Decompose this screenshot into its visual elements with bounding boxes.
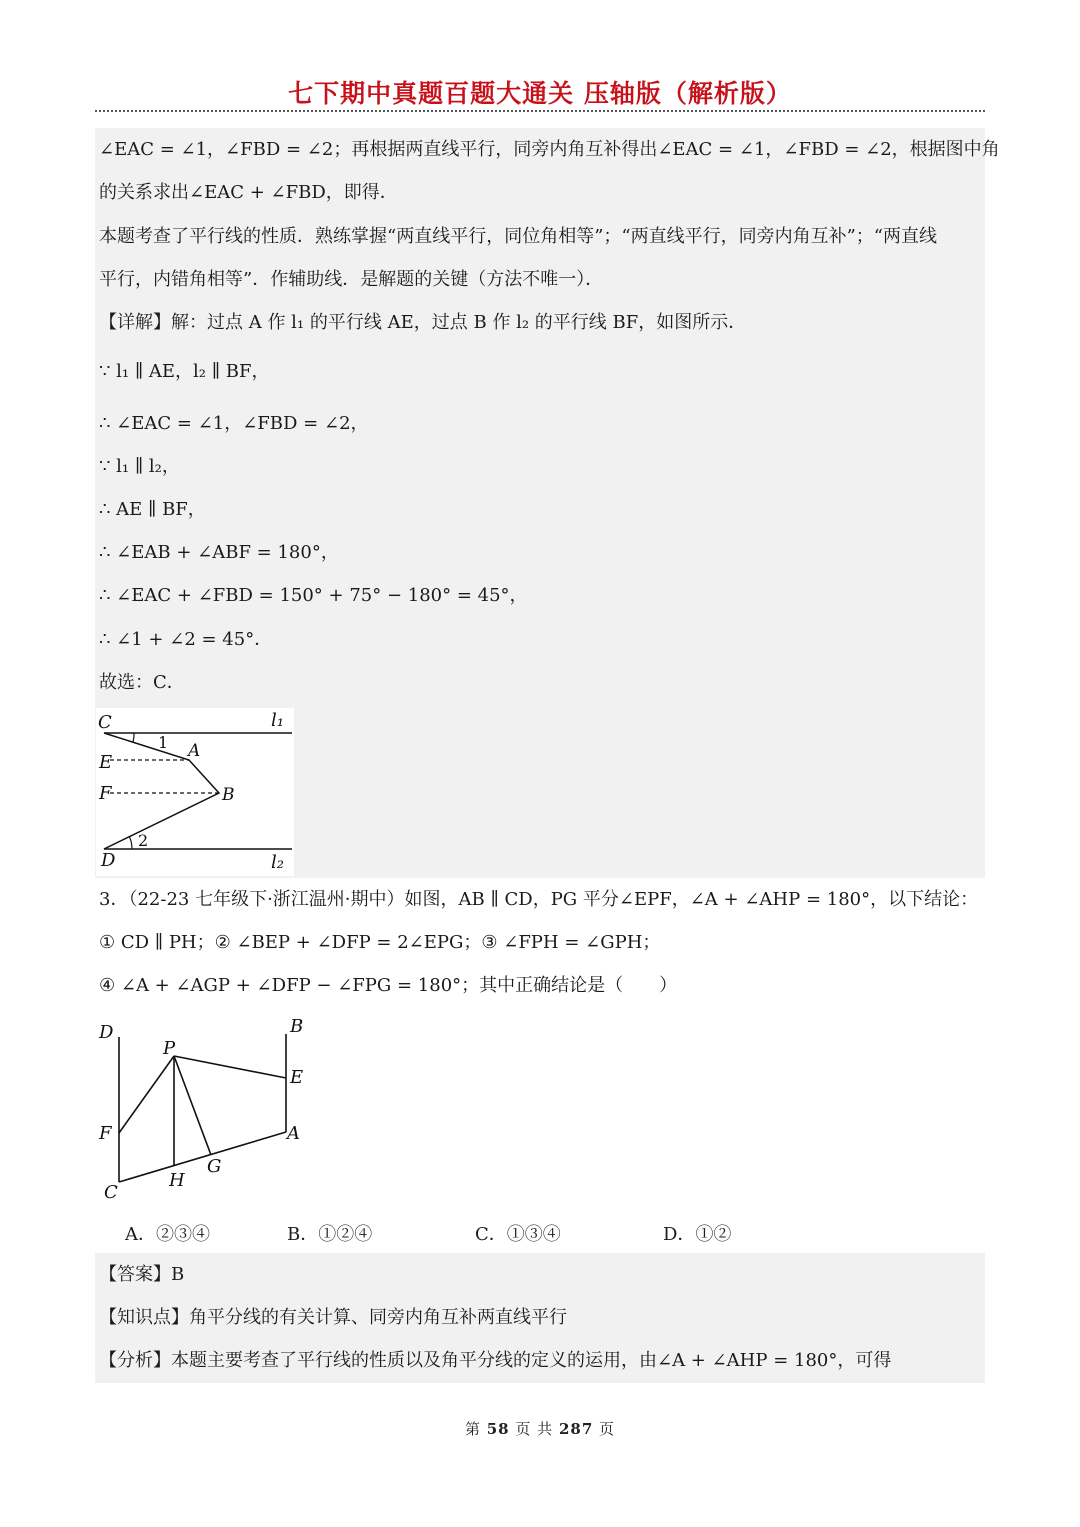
label-G: G (207, 1156, 222, 1177)
label-D: D (99, 1022, 114, 1043)
angle-2-arc (129, 836, 132, 849)
label-l1: l₁ (271, 710, 284, 731)
option-a[interactable] (125, 1220, 210, 1246)
question-stem: 3．（22-23 七年级下·浙江温州·期中）如图，AB ∥ CD，PG 平分∠EPF，∠A + ∠AHP = 180°，以下结论： (99, 889, 979, 910)
label-B: B (222, 785, 235, 805)
knowledge-point-line: 【知识点】角平分线的有关计算、同旁内角互补两直线平行 (99, 1307, 567, 1328)
solution-line: 本题考查了平行线的性质．熟练掌握“两直线平行，同位角相等”；“两直线平行，同旁内角互补”；“两直线 (99, 226, 938, 247)
solution-line: ∴ ∠EAC + ∠FBD = 150° + 75° − 180° = 45°， (99, 585, 528, 606)
solution-line: 平行，内错角相等”．作辅助线．是解题的关键（方法不唯一）． (99, 269, 604, 290)
label-E: E (290, 1067, 304, 1088)
header-divider (95, 110, 985, 112)
solution-line: ∴ AE ∥ BF， (99, 499, 206, 520)
line-PF (119, 1056, 174, 1133)
footer-prefix: 第 (464, 1420, 481, 1438)
solution-line: 【详解】解：过点 A 作 l₁ 的平行线 AE，过点 B 作 l₂ 的平行线 BF，如图所示． (99, 312, 747, 333)
label-angle-1: 1 (158, 733, 169, 752)
label-F: F (99, 783, 112, 804)
footer-middle: 页 共 (515, 1420, 554, 1438)
option-c[interactable] (475, 1220, 561, 1246)
option-b[interactable] (287, 1220, 372, 1246)
label-B: B (290, 1016, 304, 1037)
label-F: F (99, 1123, 112, 1144)
label-A: A (287, 1123, 300, 1144)
solution-line: 故选：C． (99, 672, 185, 693)
solution-line: ∵ l₁ ∥ l₂， (99, 456, 180, 477)
option-letter: D． (663, 1224, 696, 1245)
page-footer (0, 1418, 1080, 1439)
footer-suffix: 页 (599, 1420, 616, 1438)
label-C: C (98, 712, 112, 733)
option-text: ①②④ (318, 1224, 373, 1245)
label-D: D (101, 850, 116, 871)
option-text: ①③④ (506, 1224, 561, 1245)
label-E: E (99, 752, 113, 773)
figure-question-3 (95, 1012, 320, 1207)
angle-1-arc (133, 733, 134, 742)
solution-line: ∴ ∠EAC = ∠1，∠FBD = ∠2， (99, 413, 369, 434)
option-letter: B． (287, 1224, 319, 1245)
solution-line: ∵ l₁ ∥ AE，l₂ ∥ BF， (99, 361, 270, 382)
page-title: 七下期中真题百题大通关 压轴版（解析版） (288, 79, 792, 108)
solution-line: 的关系求出∠EAC + ∠FBD，即得． (99, 182, 398, 203)
question-conclusions: ① CD ∥ PH；② ∠BEP + ∠DFP = 2∠EPG；③ ∠FPH = ∠GPH； (99, 932, 661, 953)
solution-line: ∴ ∠EAB + ∠ABF = 180°， (99, 542, 339, 563)
label-A: A (188, 741, 201, 761)
label-H: H (169, 1170, 185, 1191)
option-letter: A． (125, 1224, 156, 1245)
line-PG (174, 1056, 211, 1155)
line-CA (119, 1132, 286, 1182)
option-text: ①② (695, 1224, 732, 1245)
answer-line: 【答案】B (99, 1264, 185, 1285)
question-conclusions: ④ ∠A + ∠AGP + ∠DFP − ∠FPG = 180°；其中正确结论是（ ） (99, 975, 678, 996)
option-letter: C． (475, 1224, 507, 1245)
solution-line: ∠EAC = ∠1，∠FBD = ∠2；再根据两直线平行，同旁内角互补得出∠EAC = ∠1，∠FBD = ∠2，根据图中角 (99, 139, 1000, 160)
label-C: C (104, 1182, 118, 1203)
line-PE (174, 1056, 286, 1078)
figure-question-3-svg (95, 1012, 320, 1207)
analysis-line: 【分析】本题主要考查了平行线的性质以及角平分线的定义的运用，由∠A + ∠AHP = 180°，可得 (99, 1350, 892, 1371)
label-l2: l₂ (271, 852, 284, 873)
solution-line: ∴ ∠1 + ∠2 = 45°． (99, 629, 273, 650)
figure-parallel-lines-svg (96, 708, 294, 876)
label-angle-2: 2 (138, 831, 149, 850)
label-P: P (163, 1038, 176, 1059)
option-text: ②③④ (156, 1224, 210, 1245)
footer-total-pages: 287 (558, 1420, 594, 1438)
option-d[interactable] (663, 1220, 731, 1246)
figure-parallel-lines (96, 708, 294, 876)
footer-page-number: 58 (486, 1420, 510, 1438)
